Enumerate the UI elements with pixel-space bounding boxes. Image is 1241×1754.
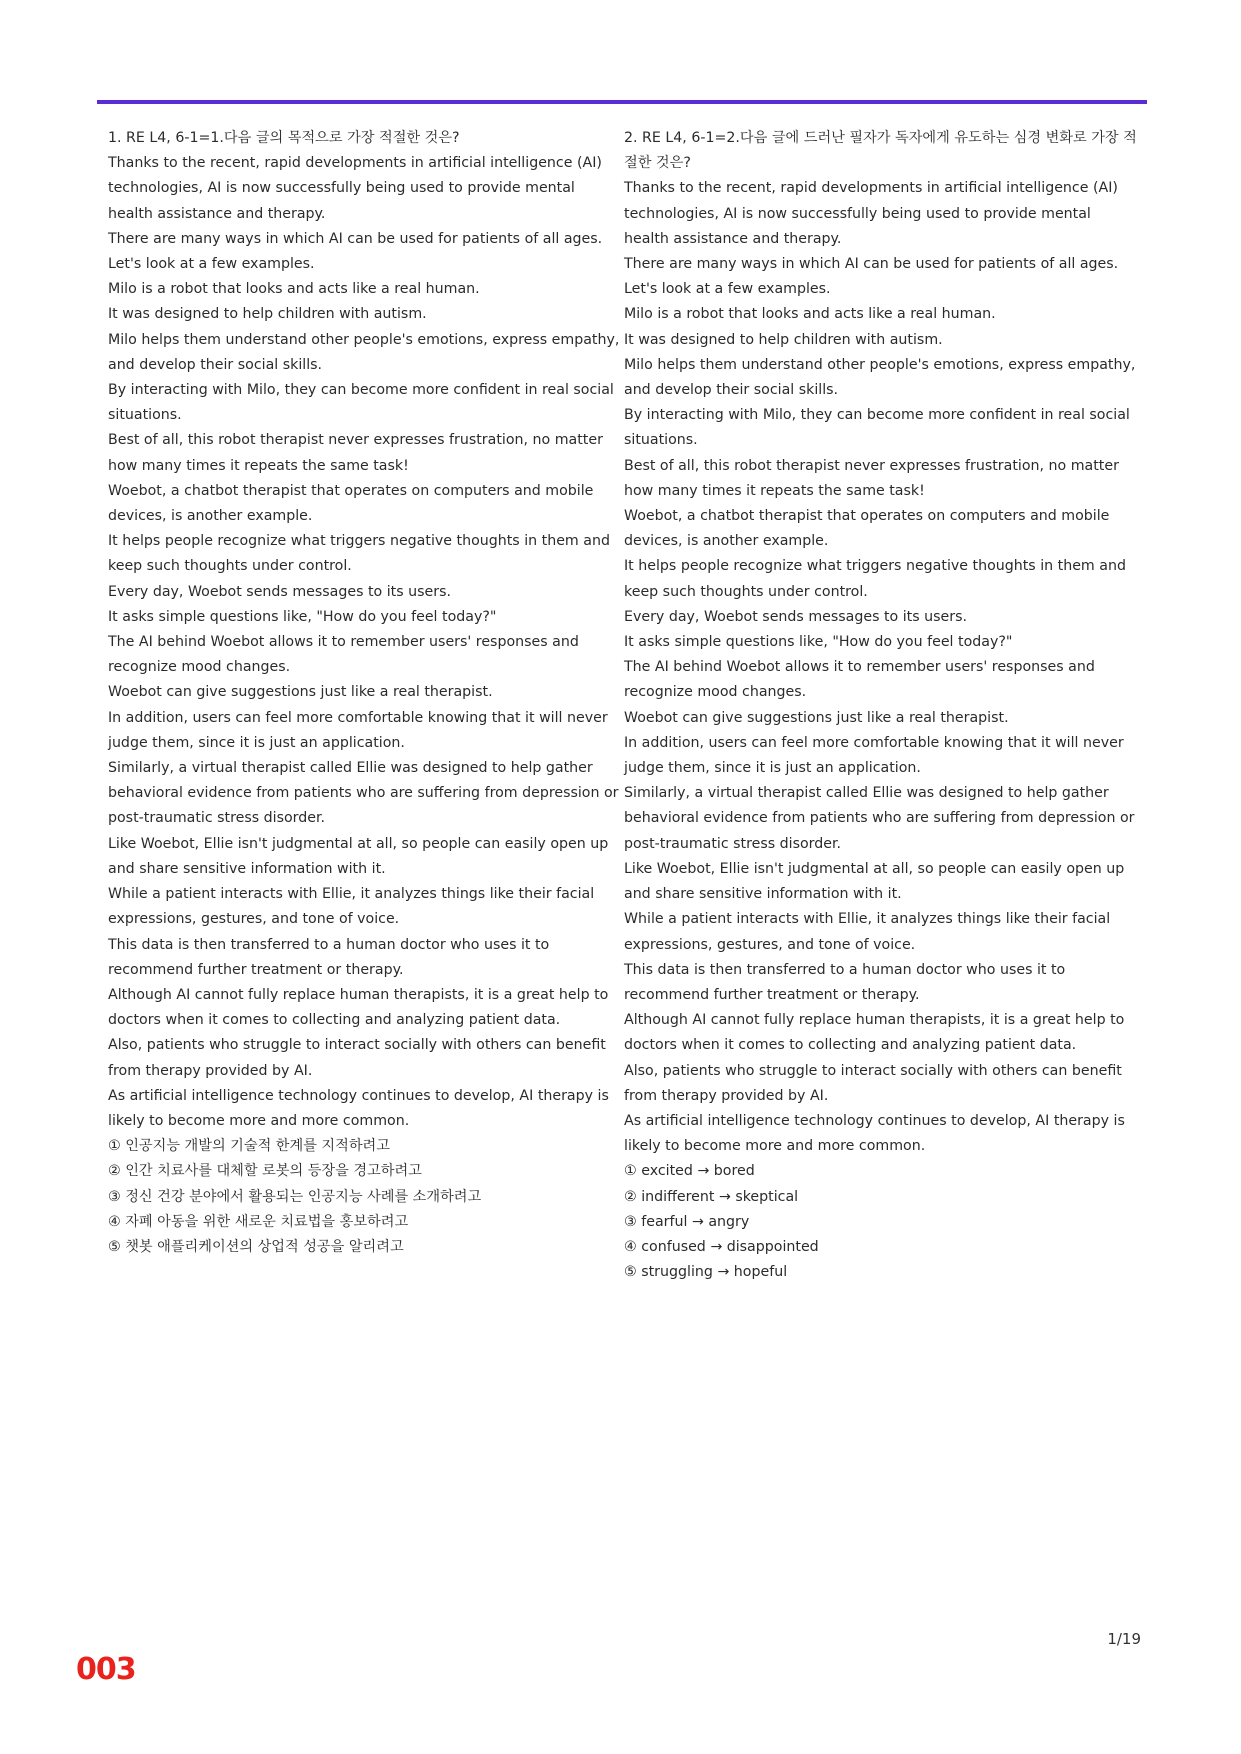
answer-option: ③ 정신 건강 분야에서 활용되는 인공지능 사례를 소개하려고 [108,1188,482,1205]
passage-sentence: It asks simple questions like, "How do you feel today?" [108,608,497,625]
passage-sentence: It was designed to help children with autism. [624,331,943,348]
answer-option: ① excited → bored [624,1163,755,1180]
question-2-passage [624,176,1139,1159]
answer-option: ② indifferent → skeptical [624,1188,799,1205]
question-1-passage [108,151,623,1134]
passage-sentence: This data is then transferred to a human doctor who uses it to recommend further treatment or therapy. [624,961,1066,1003]
passage-sentence: Best of all, this robot therapist never expresses frustration, no matter how many times it repeats the same task! [624,457,1119,499]
passage-sentence: The AI behind Woebot allows it to remember users' responses and recognize mood changes. [108,634,579,676]
passage-sentence: Milo helps them understand other people's emotions, express empathy, and develop their social skills. [624,356,1136,399]
question-1-options [108,1134,623,1260]
passage-sentence: Milo is a robot that looks and acts like a real human. [624,306,996,323]
passage-sentence: The AI behind Woebot allows it to remember users' responses and recognize mood changes. [624,659,1095,701]
passage-sentence: Also, patients who struggle to interact socially with others can benefit from therapy provided by AI. [624,1062,1122,1104]
passage-sentence: It was designed to help children with autism. [108,306,427,323]
question-2-options [624,1159,1139,1285]
passage-sentence: Although AI cannot fully replace human therapists, it is a great help to doctors when it comes to collecting and analyzing patient data. [108,986,609,1029]
passage-sentence: Every day, Woebot sends messages to its users. [624,608,967,625]
passage-sentence: Although AI cannot fully replace human therapists, it is a great help to doctors when it comes to collecting and analyzing patient data. [624,1012,1125,1054]
passage-sentence: There are many ways in which AI can be used for patients of all ages. [624,256,1119,273]
passage-sentence: While a patient interacts with Ellie, it analyzes things like their facial expressions, gestures, and tone of voice. [108,886,595,928]
passage-sentence: Also, patients who struggle to interact socially with others can benefit from therapy provided by AI. [108,1037,606,1079]
passage-sentence: This data is then transferred to a human doctor who uses it to recommend further treatment or therapy. [108,936,550,978]
passage-sentence: Woebot can give suggestions just like a real therapist. [624,709,1009,726]
passage-sentence: As artificial intelligence technology continues to develop, AI therapy is likely to become more and more common. [108,1087,609,1129]
passage-sentence: Thanks to the recent, rapid developments in artificial intelligence (AI) technologies, AI is now successfully being used to provide mental health assistance and therapy. [624,180,1118,247]
passage-sentence: Thanks to the recent, rapid developments in artificial intelligence (AI) technologies, AI is now successfully being used to provide mental health assistance and therapy. [108,155,602,222]
page-number: 1/19 [1107,1630,1141,1648]
passage-sentence: There are many ways in which AI can be used for patients of all ages. [108,230,603,247]
answer-option: ④ 자폐 아동을 위한 새로운 치료법을 홍보하려고 [108,1213,409,1230]
passage-sentence: By interacting with Milo, they can become more confident in real social situations. [108,382,614,424]
passage-sentence: Best of all, this robot therapist never expresses frustration, no matter how many times it repeats the same task! [108,432,603,474]
passage-sentence: Let's look at a few examples. [108,256,315,273]
passage-sentence: As artificial intelligence technology continues to develop, AI therapy is likely to become more and more common. [624,1112,1125,1155]
corner-code-mark: 003 [76,1652,136,1687]
passage-sentence: In addition, users can feel more comfortable knowing that it will never judge them, since it is just an application. [624,734,1124,777]
passage-sentence: It helps people recognize what triggers negative thoughts in them and keep such thoughts under control. [108,533,610,575]
answer-option: ⑤ 챗봇 애플리케이션의 상업적 성공을 알리려고 [108,1238,404,1255]
answer-option: ① 인공지능 개발의 기술적 한계를 지적하려고 [108,1138,390,1155]
passage-sentence: Woebot can give suggestions just like a real therapist. [108,684,493,701]
question-1-column [108,126,623,1260]
answer-option: ② 인간 치료사를 대체할 로봇의 등장을 경고하려고 [108,1163,422,1180]
passage-sentence: Like Woebot, Ellie isn't judgmental at all, so people can easily open up and share sensitive information with it. [624,860,1125,903]
answer-option: ③ fearful → angry [624,1213,750,1230]
passage-sentence: Similarly, a virtual therapist called Ellie was designed to help gather behavioral evidence from patients who are suffering from depression or post-traumatic stress disorder. [624,785,1135,852]
passage-sentence: While a patient interacts with Ellie, it analyzes things like their facial expressions, gestures, and tone of voice. [624,911,1111,953]
passage-sentence: Milo helps them understand other people's emotions, express empathy, and develop their social skills. [108,331,620,373]
passage-sentence: Every day, Woebot sends messages to its users. [108,583,451,600]
question-2-column [624,126,1139,1285]
passage-sentence: By interacting with Milo, they can become more confident in real social situations. [624,407,1130,449]
passage-sentence: Woebot, a chatbot therapist that operates on computers and mobile devices, is another example. [624,508,1110,550]
question-1-header: 1. RE L4, 6-1=1.다음 글의 목적으로 가장 적절한 것은? [108,130,460,146]
question-2-header: 2. RE L4, 6-1=2.다음 글에 드러난 필자가 독자에게 유도하는 심경 변화로 가장 적절한 것은? [624,130,1137,172]
passage-sentence: It asks simple questions like, "How do you feel today?" [624,634,1013,651]
passage-sentence: Woebot, a chatbot therapist that operates on computers and mobile devices, is another example. [108,482,594,525]
passage-sentence: Similarly, a virtual therapist called Ellie was designed to help gather behavioral evidence from patients who are suffering from depression or post-traumatic stress disorder. [108,760,619,827]
passage-sentence: It helps people recognize what triggers negative thoughts in them and keep such thoughts under control. [624,558,1126,600]
answer-option: ⑤ struggling → hopeful [624,1264,788,1281]
answer-option: ④ confused → disappointed [624,1238,819,1255]
passage-sentence: Like Woebot, Ellie isn't judgmental at all, so people can easily open up and share sensitive information with it. [108,835,609,877]
top-accent-rule [97,100,1147,104]
passage-sentence: Let's look at a few examples. [624,281,831,298]
passage-sentence: Milo is a robot that looks and acts like a real human. [108,281,480,298]
passage-sentence: In addition, users can feel more comfortable knowing that it will never judge them, since it is just an application. [108,709,608,751]
